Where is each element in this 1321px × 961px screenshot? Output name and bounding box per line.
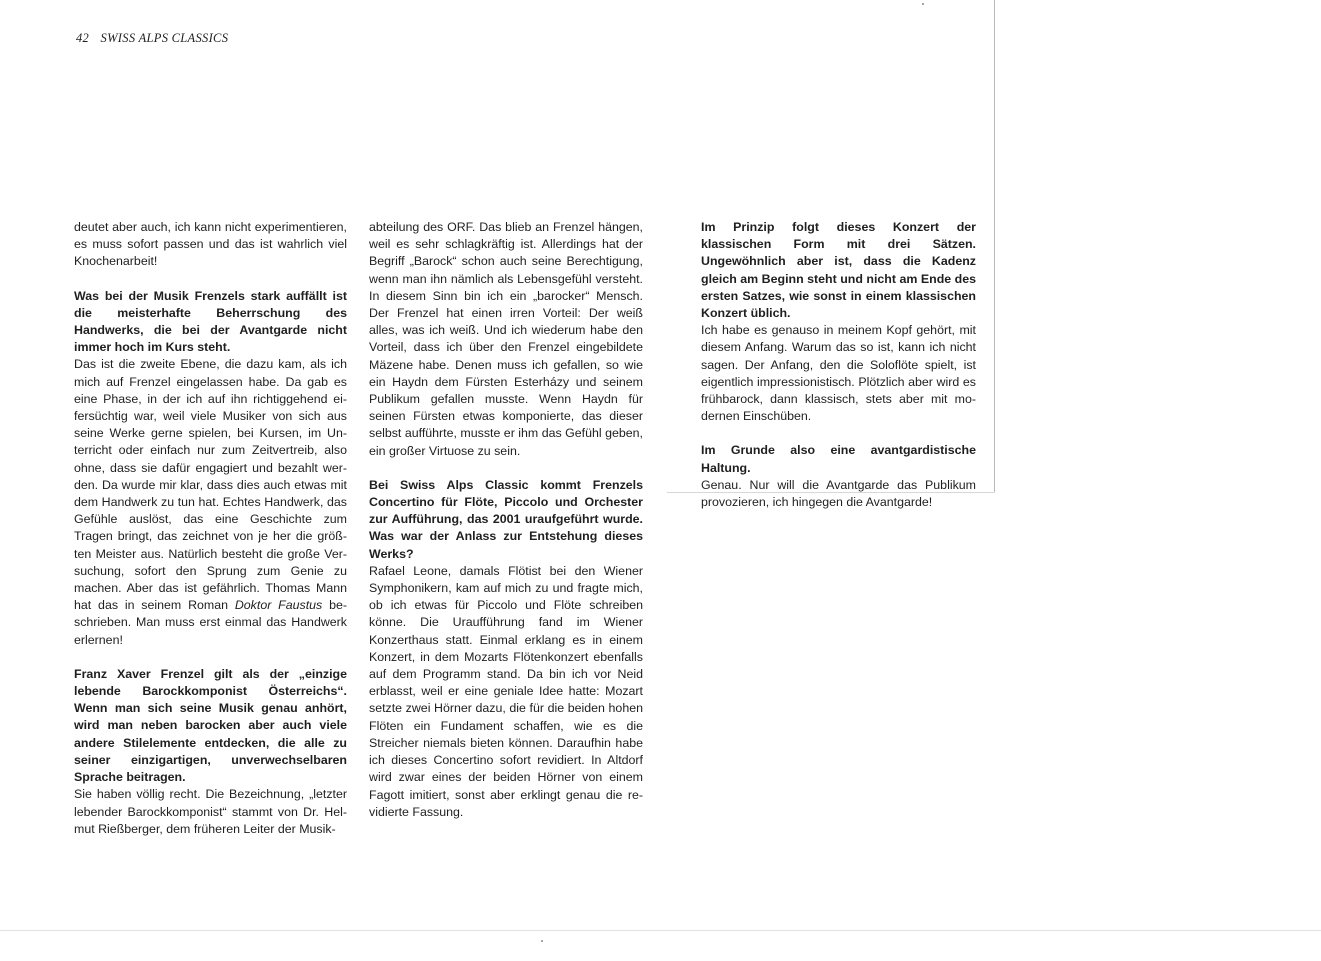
answer-text: beschrieben. Man muss erst einmal das Handwerk erlernen! — [74, 598, 347, 647]
scan-page-edge-vertical — [994, 0, 995, 493]
interview-question: Im Grunde also eine avantgardistische Haltung. — [701, 443, 976, 475]
interview-question: Im Prinzip folgt dieses Konzert der klassischen Form mit drei Sätzen. Ungewöhnlich aber ist, dass die Kadenz gleich am Beginn steht und nicht am Ende des ersten Satzes, wie sonst in einem klassischen Konzert üblich. — [701, 220, 976, 321]
text-column-1 — [74, 219, 347, 838]
answer-paragraph: Sie haben völlig recht. Die Bezeichnung, „letzter lebender Barockkomponist“ stammt von Dr. Helmut Rießberger, dem früheren Leiter der Musik- — [74, 787, 347, 836]
interview-question: Franz Xaver Frenzel gilt als der „einzige lebende Barockkomponist Österreichs“. Wenn man sich seine Musik genau anhört, wird man neben barocken aber auch viele andere Stilelemente entdecken, die alle zu seiner einzigartigen, unverwechselbaren Sprache beitragen. — [74, 666, 347, 785]
text-column-3 — [701, 219, 976, 511]
interview-question: Was bei der Musik Frenzels stark auffällt ist die meisterhafte Beherrschung des Handwerks, die bei der Avantgarde nicht immer hoch im Kurs steht. — [74, 288, 347, 355]
interview-question: Bei Swiss Alps Classic kommt Frenzels Concertino für Flöte, Piccolo und Orchester zur Aufführung, das 2001 uraufgeführt wurde. Was war der Anlass zur Entstehung dieses Werks? — [369, 477, 643, 561]
scan-speck — [541, 940, 543, 942]
book-title: Doktor Faustus — [234, 598, 323, 613]
answer-paragraph: Ich habe es genauso in meinem Kopf gehört, mit diesem Anfang. Warum das so ist, kann ich nicht sagen. Der Anfang, den die Soloflöte spielt, ist eigentlich impressionistisch. Plötzlich aber wird es frühbarock, dann klassisch, stets aber mit modernen Einschüben. — [701, 323, 976, 424]
page-number: 42 — [76, 31, 90, 45]
running-header — [76, 31, 228, 46]
text-column-2 — [369, 219, 643, 821]
scan-speck — [922, 3, 924, 5]
answer-paragraph — [74, 356, 347, 648]
answer-paragraph: deutet aber auch, ich kann nicht experimentieren, es muss sofort passen und das ist wahrlich viel Knochenarbeit! — [74, 220, 347, 269]
running-title: SWISS ALPS CLASSICS — [100, 31, 229, 45]
scan-bottom-edge — [0, 930, 1321, 931]
answer-paragraph: Genau. Nur will die Avantgarde das Publikum provozieren, ich hingegen die Avantgarde! — [701, 477, 976, 510]
answer-paragraph: Rafael Leone, damals Flötist bei den Wiener Symphonikern, kam auf mich zu und fragte mich, ob ich etwas für Piccolo und Flöte schreiben könne. Die Uraufführung fand im Wiener Konzerthaus statt. Einmal erklang es in einem Konzert, in dem Mozarts Flötenkonzert ebenfalls auf dem Programm stand. Da bin ich vor Neid erblasst, weil er eine geniale Idee hatte: Mozart setzte zwei Hörner dazu, die für die beiden hohen Flöten ein Fundament schaffen, wie es die Streicher niemals bieten können. Daraufhin habe ich dieses Concertino sofort revidiert. In Altdorf wird zwar eines der beiden Hörner von einem Fagott imitiert, sonst aber erklingt genau die revidierte Fassung. — [369, 563, 643, 819]
answer-paragraph: abteilung des ORF. Das blieb an Frenzel hängen, weil es sehr schlagkräftig ist. Allerdings hat der Begriff „Barock“ schon auch seine Berechtigung, wenn man ihn nämlich als Lebensgefühl versteht. In diesem Sinn bin ich ein „barocker“ Mensch. Der Frenzel hat einen irren Vorteil: Der weiß alles, was ich weiß. Und ich wiederum habe den Vorteil, dass ich über den Frenzel eingebildete Mäzene habe. Denen muss ich gefallen, so wie ein Haydn dem Fürsten Esterházy und seinem Publikum gefallen musste. Wenn Haydn für seinen Fürsten etwas komponierte, das dieser selbst aufführte, musste er ihm das Gefühl geben, ein großer Virtuose zu sein. — [369, 220, 643, 458]
answer-text: Das ist die zweite Ebene, die dazu kam, als ich mich auf Frenzel eingelassen habe. Da gab es eine Phase, in der ich auf ihn richtiggehend eifersüchtig war, weil viele Musiker von sich aus seine Werke gerne spielen, bei Kursen, im Unterricht oder einfach nur zum Zeitvertreib, also ohne, dass sie dafür engagiert und bezahlt werden. Da wurde mir klar, dass dies auch etwas mit dem Handwerk zu tun hat. Echtes Handwerk, das Gefühle auslöst, das eine Geschichte zum Tragen bringt, das zeichnet von je her die größten Meister aus. Natürlich besteht die große Versuchung, sofort den Sprung zum Genie zu machen. Aber das ist gefährlich. Thomas Mann hat das in seinem Roman — [74, 357, 347, 613]
scan-page-edge-horizontal — [667, 492, 995, 493]
